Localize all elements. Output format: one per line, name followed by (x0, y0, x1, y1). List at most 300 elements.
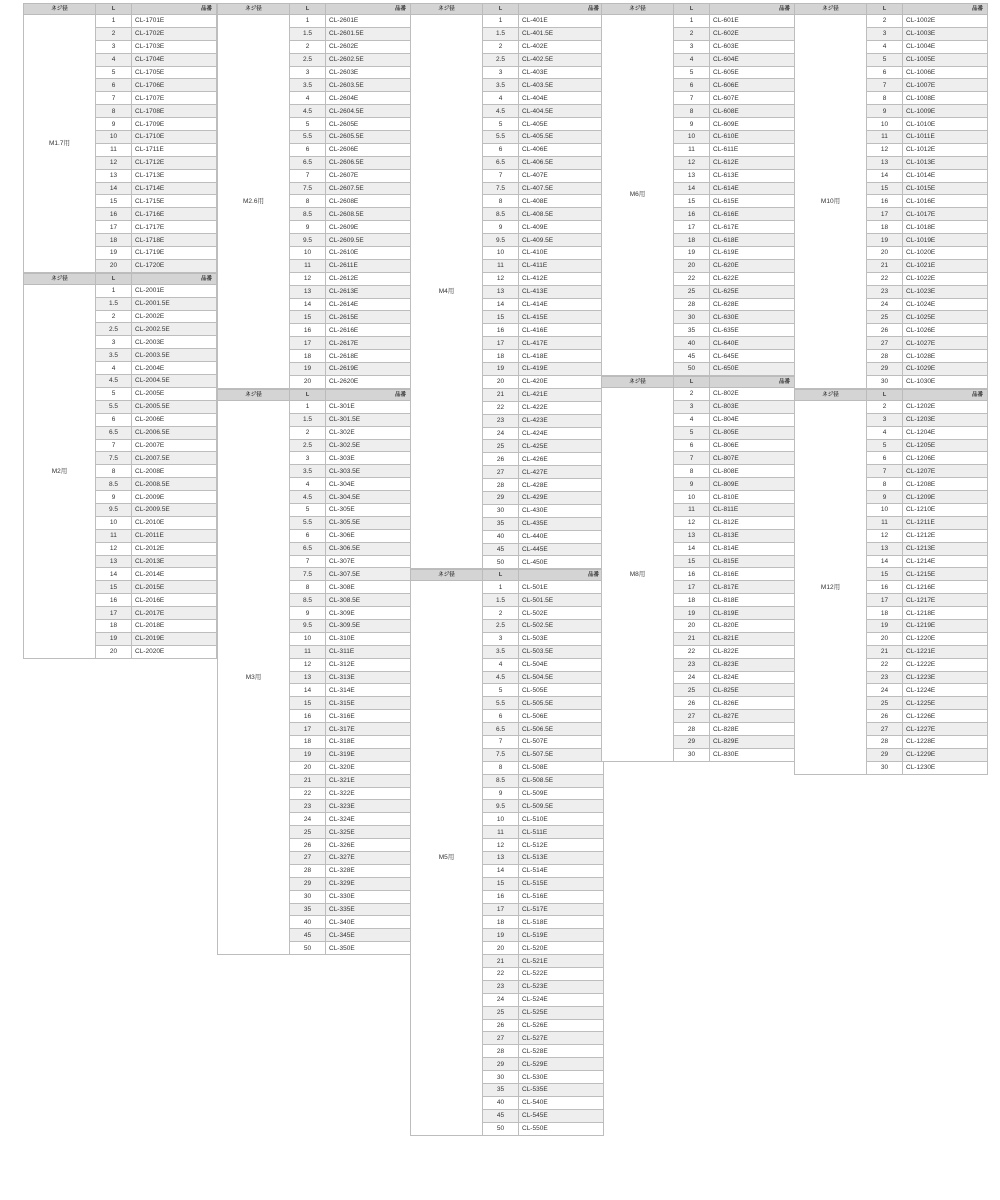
table-column-2 (217, 3, 410, 955)
length-cell: 11 (483, 259, 519, 272)
part-number-cell: CL-2613E (326, 285, 411, 298)
length-cell: 7 (483, 735, 519, 748)
part-number-cell: CL-2606E (326, 143, 411, 156)
length-cell: 30 (674, 311, 710, 324)
length-cell: 29 (483, 491, 519, 504)
part-number-cell: CL-1702E (132, 27, 217, 40)
length-cell: 13 (290, 285, 326, 298)
length-header: L (483, 4, 519, 15)
length-cell: 18 (674, 594, 710, 607)
length-cell: 4 (290, 478, 326, 491)
length-cell: 35 (483, 517, 519, 530)
length-cell: 9.5 (290, 234, 326, 247)
part-number-cell: CL-411E (519, 259, 604, 272)
length-cell: 4 (867, 426, 903, 439)
part-number-cell: CL-1229E (903, 748, 988, 761)
part-number-cell: CL-827E (710, 710, 795, 723)
part-number-cell: CL-2015E (132, 581, 217, 594)
part-number-cell: CL-1009E (903, 105, 988, 118)
length-cell: 8.5 (96, 478, 132, 491)
part-number-cell: CL-2602E (326, 40, 411, 53)
part-number-cell: CL-404.5E (519, 105, 604, 118)
table-row (24, 284, 217, 297)
part-number-cell: CL-1226E (903, 710, 988, 723)
part-number-cell: CL-508E (519, 761, 604, 774)
table-header-row (602, 4, 795, 15)
part-number-cell: CL-320E (326, 761, 411, 774)
length-cell: 23 (483, 414, 519, 427)
part-number-cell: CL-403.5E (519, 79, 604, 92)
length-cell: 50 (483, 1122, 519, 1135)
table-row (218, 15, 411, 28)
length-cell: 5 (674, 426, 710, 439)
length-cell: 25 (483, 1006, 519, 1019)
length-cell: 17 (867, 594, 903, 607)
part-number-cell: CL-318E (326, 735, 411, 748)
part-number-cell: CL-1012E (903, 143, 988, 156)
length-cell: 2 (674, 387, 710, 400)
length-cell: 4.5 (290, 491, 326, 504)
table-row (411, 15, 604, 28)
length-cell: 30 (483, 1071, 519, 1084)
part-number-cell: CL-1714E (132, 182, 217, 195)
table-header-row (24, 273, 217, 284)
part-number-cell: CL-2608.5E (326, 208, 411, 221)
length-cell: 4 (483, 92, 519, 105)
part-number-cell: CL-506.5E (519, 723, 604, 736)
part-number-cell: CL-825E (710, 684, 795, 697)
length-cell: 1 (290, 15, 326, 28)
part-number-cell: CL-1008E (903, 92, 988, 105)
length-cell: 17 (674, 581, 710, 594)
length-header: L (674, 4, 710, 15)
part-number-cell: CL-401.5E (519, 27, 604, 40)
length-cell: 1.5 (290, 27, 326, 40)
length-cell: 7 (674, 92, 710, 105)
length-cell: 9 (290, 607, 326, 620)
part-number-cell: CL-330E (326, 890, 411, 903)
length-cell: 10 (483, 247, 519, 260)
part-number-cell: CL-1015E (903, 182, 988, 195)
length-cell: 9 (867, 105, 903, 118)
length-cell: 16 (674, 568, 710, 581)
part-number-cell: CL-1223E (903, 671, 988, 684)
length-cell: 30 (483, 504, 519, 517)
part-number-cell: CL-1709E (132, 118, 217, 131)
length-cell: 18 (290, 350, 326, 363)
part-number-cell: CL-428E (519, 479, 604, 492)
length-cell: 19 (290, 363, 326, 376)
length-cell: 45 (483, 1109, 519, 1122)
table-header-row (24, 4, 217, 15)
length-header: L (96, 273, 132, 284)
length-cell: 12 (867, 143, 903, 156)
table-column-5 (794, 3, 987, 775)
length-cell: 2.5 (483, 53, 519, 66)
length-cell: 2 (867, 15, 903, 28)
part-number-cell: CL-806E (710, 439, 795, 452)
thread-size-cell: M2用 (24, 284, 96, 658)
thread-size-cell: M5用 (411, 581, 483, 1135)
length-cell: 9 (674, 118, 710, 131)
part-number-cell: CL-1013E (903, 156, 988, 169)
length-cell: 26 (867, 710, 903, 723)
length-cell: 2 (483, 40, 519, 53)
part-number-cell: CL-2019E (132, 632, 217, 645)
part-number-cell: CL-1011E (903, 131, 988, 144)
length-cell: 13 (96, 555, 132, 568)
part-number-cell: CL-409E (519, 221, 604, 234)
length-cell: 7 (867, 465, 903, 478)
length-cell: 7 (867, 79, 903, 92)
length-cell: 12 (290, 658, 326, 671)
length-cell: 3 (674, 400, 710, 413)
part-number-cell: CL-1016E (903, 195, 988, 208)
length-cell: 8 (674, 105, 710, 118)
length-cell: 30 (867, 375, 903, 388)
length-cell: 26 (867, 324, 903, 337)
length-cell: 16 (867, 195, 903, 208)
part-number-cell: CL-809E (710, 478, 795, 491)
part-number-cell: CL-509E (519, 787, 604, 800)
part-number-cell: CL-307E (326, 555, 411, 568)
length-cell: 20 (674, 259, 710, 272)
length-cell: 8 (96, 105, 132, 118)
part-number-cell: CL-511E (519, 826, 604, 839)
length-cell: 3.5 (483, 645, 519, 658)
part-number-cell: CL-305E (326, 503, 411, 516)
part-number-cell: CL-606E (710, 79, 795, 92)
part-number-cell: CL-2008.5E (132, 478, 217, 491)
thread-size-cell: M3用 (218, 400, 290, 954)
length-cell: 35 (674, 324, 710, 337)
part-number-cell: CL-650E (710, 363, 795, 376)
length-cell: 15 (290, 697, 326, 710)
part-number-cell: CL-1204E (903, 426, 988, 439)
part-number-cell: CL-607E (710, 92, 795, 105)
part-number-cell: CL-430E (519, 504, 604, 517)
length-cell: 7.5 (290, 182, 326, 195)
length-cell: 21 (483, 955, 519, 968)
length-cell: 26 (290, 839, 326, 852)
length-cell: 3.5 (96, 349, 132, 362)
length-cell: 2.5 (290, 439, 326, 452)
part-number-cell: CL-510E (519, 813, 604, 826)
length-cell: 12 (96, 542, 132, 555)
length-cell: 10 (867, 503, 903, 516)
length-cell: 24 (290, 813, 326, 826)
part-number-cell: CL-2020E (132, 645, 217, 658)
part-number-cell: CL-1225E (903, 697, 988, 710)
length-cell: 15 (290, 311, 326, 324)
part-number-cell: CL-645E (710, 350, 795, 363)
part-number-cell: CL-812E (710, 516, 795, 529)
length-cell: 5.5 (96, 400, 132, 413)
part-number-cell: CL-508.5E (519, 774, 604, 787)
part-number-header: 品番 (326, 389, 411, 400)
part-number-cell: CL-423E (519, 414, 604, 427)
length-cell: 45 (483, 543, 519, 556)
part-number-cell: CL-303.5E (326, 465, 411, 478)
length-cell: 2 (867, 400, 903, 413)
part-number-cell: CL-826E (710, 697, 795, 710)
spec-table (23, 3, 217, 273)
length-cell: 28 (867, 350, 903, 363)
part-number-cell: CL-312E (326, 658, 411, 671)
length-cell: 9 (290, 221, 326, 234)
part-number-cell: CL-316E (326, 710, 411, 723)
part-number-cell: CL-829E (710, 735, 795, 748)
part-number-cell: CL-1711E (132, 143, 217, 156)
length-cell: 25 (483, 440, 519, 453)
part-number-cell: CL-401E (519, 15, 604, 28)
length-header: L (674, 376, 710, 387)
part-number-cell: CL-504.5E (519, 671, 604, 684)
part-number-cell: CL-413E (519, 285, 604, 298)
spec-table (410, 3, 604, 569)
part-number-cell: CL-803E (710, 400, 795, 413)
length-cell: 14 (674, 542, 710, 555)
part-number-cell: CL-304.5E (326, 491, 411, 504)
length-cell: 5.5 (483, 697, 519, 710)
length-cell: 4 (674, 53, 710, 66)
length-cell: 17 (290, 337, 326, 350)
spec-table (794, 389, 988, 775)
part-number-cell: CL-2602.5E (326, 53, 411, 66)
length-cell: 13 (483, 852, 519, 865)
part-number-cell: CL-2616E (326, 324, 411, 337)
part-number-cell: CL-2008E (132, 465, 217, 478)
part-number-cell: CL-604E (710, 53, 795, 66)
part-number-cell: CL-2618E (326, 350, 411, 363)
length-cell: 40 (290, 916, 326, 929)
length-cell: 8.5 (483, 774, 519, 787)
part-number-cell: CL-1713E (132, 169, 217, 182)
part-number-cell: CL-1212E (903, 529, 988, 542)
part-number-header: 品番 (710, 376, 795, 387)
length-header: L (867, 4, 903, 15)
part-number-cell: CL-512E (519, 839, 604, 852)
part-number-cell: CL-513E (519, 852, 604, 865)
part-number-cell: CL-1206E (903, 452, 988, 465)
part-number-cell: CL-505E (519, 684, 604, 697)
part-number-cell: CL-1703E (132, 40, 217, 53)
part-number-cell: CL-2601.5E (326, 27, 411, 40)
part-number-cell: CL-306E (326, 529, 411, 542)
length-cell: 1.5 (96, 297, 132, 310)
length-cell: 5 (483, 118, 519, 131)
part-number-cell: CL-503.5E (519, 645, 604, 658)
part-number-cell: CL-2016E (132, 594, 217, 607)
length-cell: 17 (867, 208, 903, 221)
length-cell: 26 (483, 1019, 519, 1032)
length-cell: 10 (96, 516, 132, 529)
part-number-cell: CL-1707E (132, 92, 217, 105)
part-number-cell: CL-2005.5E (132, 400, 217, 413)
part-number-cell: CL-412E (519, 272, 604, 285)
thread-diameter-header: ネジ径 (602, 376, 674, 387)
part-number-cell: CL-617E (710, 221, 795, 234)
part-number-cell: CL-628E (710, 298, 795, 311)
part-number-cell: CL-1228E (903, 735, 988, 748)
length-cell: 15 (867, 182, 903, 195)
part-number-cell: CL-1021E (903, 259, 988, 272)
length-cell: 18 (96, 234, 132, 247)
length-cell: 15 (483, 311, 519, 324)
length-cell: 12 (483, 272, 519, 285)
length-cell: 9.5 (290, 619, 326, 632)
part-number-cell: CL-518E (519, 916, 604, 929)
length-cell: 7.5 (96, 452, 132, 465)
part-number-cell: CL-2001.5E (132, 297, 217, 310)
part-number-cell: CL-1704E (132, 53, 217, 66)
table-row (411, 581, 604, 594)
part-number-cell: CL-420E (519, 375, 604, 388)
part-number-cell: CL-1716E (132, 208, 217, 221)
part-number-cell: CL-429E (519, 491, 604, 504)
part-number-cell: CL-1007E (903, 79, 988, 92)
part-number-cell: CL-406E (519, 143, 604, 156)
length-cell: 20 (96, 645, 132, 658)
length-cell: 17 (483, 337, 519, 350)
part-number-cell: CL-603E (710, 40, 795, 53)
part-number-cell: CL-502.5E (519, 619, 604, 632)
table-header-row (411, 570, 604, 581)
part-number-cell: CL-2607.5E (326, 182, 411, 195)
length-cell: 6.5 (290, 542, 326, 555)
length-cell: 2.5 (483, 619, 519, 632)
length-cell: 25 (867, 311, 903, 324)
thread-diameter-header: ネジ径 (24, 4, 96, 15)
length-cell: 9.5 (96, 503, 132, 516)
length-cell: 25 (290, 826, 326, 839)
part-number-cell: CL-2601E (326, 15, 411, 28)
thread-size-cell: M10用 (795, 15, 867, 389)
thread-diameter-header: ネジ径 (795, 389, 867, 400)
part-number-cell: CL-1211E (903, 516, 988, 529)
part-number-cell: CL-340E (326, 916, 411, 929)
length-cell: 17 (96, 607, 132, 620)
length-cell: 18 (290, 735, 326, 748)
length-cell: 14 (483, 864, 519, 877)
part-number-cell: CL-814E (710, 542, 795, 555)
table-column-3 (410, 3, 603, 1136)
length-cell: 28 (674, 723, 710, 736)
part-number-cell: CL-435E (519, 517, 604, 530)
length-cell: 50 (290, 942, 326, 955)
thread-size-cell: M6用 (602, 15, 674, 376)
part-number-cell: CL-2603E (326, 66, 411, 79)
length-cell: 20 (867, 247, 903, 260)
part-number-cell: CL-317E (326, 723, 411, 736)
length-cell: 3 (96, 40, 132, 53)
part-number-cell: CL-1214E (903, 555, 988, 568)
part-number-cell: CL-2606.5E (326, 156, 411, 169)
length-cell: 15 (483, 877, 519, 890)
part-number-cell: CL-407.5E (519, 182, 604, 195)
length-cell: 4.5 (483, 105, 519, 118)
length-cell: 29 (674, 735, 710, 748)
part-number-cell: CL-811E (710, 503, 795, 516)
part-number-cell: CL-1717E (132, 221, 217, 234)
length-cell: 27 (674, 710, 710, 723)
part-number-cell: CL-309E (326, 607, 411, 620)
part-number-cell: CL-502E (519, 607, 604, 620)
part-number-cell: CL-2004.5E (132, 375, 217, 388)
length-cell: 14 (96, 568, 132, 581)
length-cell: 16 (96, 594, 132, 607)
part-number-cell: CL-1720E (132, 259, 217, 272)
part-number-cell: CL-2605E (326, 118, 411, 131)
part-number-cell: CL-615E (710, 195, 795, 208)
part-number-cell: CL-424E (519, 427, 604, 440)
part-number-cell: CL-1026E (903, 324, 988, 337)
length-cell: 11 (483, 826, 519, 839)
length-cell: 5 (867, 53, 903, 66)
length-cell: 2 (674, 27, 710, 40)
part-number-cell: CL-419E (519, 363, 604, 376)
length-cell: 3.5 (483, 79, 519, 92)
length-cell: 22 (483, 968, 519, 981)
part-number-cell: CL-2615E (326, 311, 411, 324)
part-number-cell: CL-407E (519, 169, 604, 182)
length-cell: 1 (483, 581, 519, 594)
length-cell: 20 (483, 375, 519, 388)
length-cell: 4 (674, 413, 710, 426)
length-cell: 12 (483, 839, 519, 852)
part-number-cell: CL-2017E (132, 607, 217, 620)
part-number-cell: CL-802E (710, 387, 795, 400)
length-cell: 11 (867, 131, 903, 144)
length-cell: 23 (483, 980, 519, 993)
length-cell: 25 (674, 285, 710, 298)
part-number-header: 品番 (132, 4, 217, 15)
length-cell: 12 (674, 156, 710, 169)
length-cell: 3.5 (290, 79, 326, 92)
length-cell: 6 (483, 143, 519, 156)
part-number-cell: CL-2605.5E (326, 131, 411, 144)
table-header-row (218, 389, 411, 400)
part-number-cell: CL-1224E (903, 684, 988, 697)
part-number-header: 品番 (903, 4, 988, 15)
part-number-cell: CL-504E (519, 658, 604, 671)
length-cell: 19 (674, 247, 710, 260)
part-number-cell: CL-521E (519, 955, 604, 968)
length-cell: 2 (290, 426, 326, 439)
length-cell: 8.5 (483, 208, 519, 221)
part-number-cell: CL-524E (519, 993, 604, 1006)
length-cell: 19 (96, 632, 132, 645)
part-number-cell: CL-2002.5E (132, 323, 217, 336)
part-number-cell: CL-325E (326, 826, 411, 839)
length-cell: 18 (483, 350, 519, 363)
length-cell: 1.5 (483, 27, 519, 40)
length-cell: 4.5 (483, 671, 519, 684)
length-cell: 17 (674, 221, 710, 234)
part-number-cell: CL-813E (710, 529, 795, 542)
length-cell: 40 (483, 530, 519, 543)
part-number-cell: CL-1017E (903, 208, 988, 221)
part-number-cell: CL-507.5E (519, 748, 604, 761)
part-number-cell: CL-422E (519, 401, 604, 414)
length-cell: 28 (483, 1045, 519, 1058)
length-cell: 10 (674, 131, 710, 144)
length-cell: 1 (96, 284, 132, 297)
length-cell: 5.5 (290, 131, 326, 144)
part-number-header: 品番 (519, 4, 604, 15)
part-number-cell: CL-2007.5E (132, 452, 217, 465)
part-number-cell: CL-408.5E (519, 208, 604, 221)
